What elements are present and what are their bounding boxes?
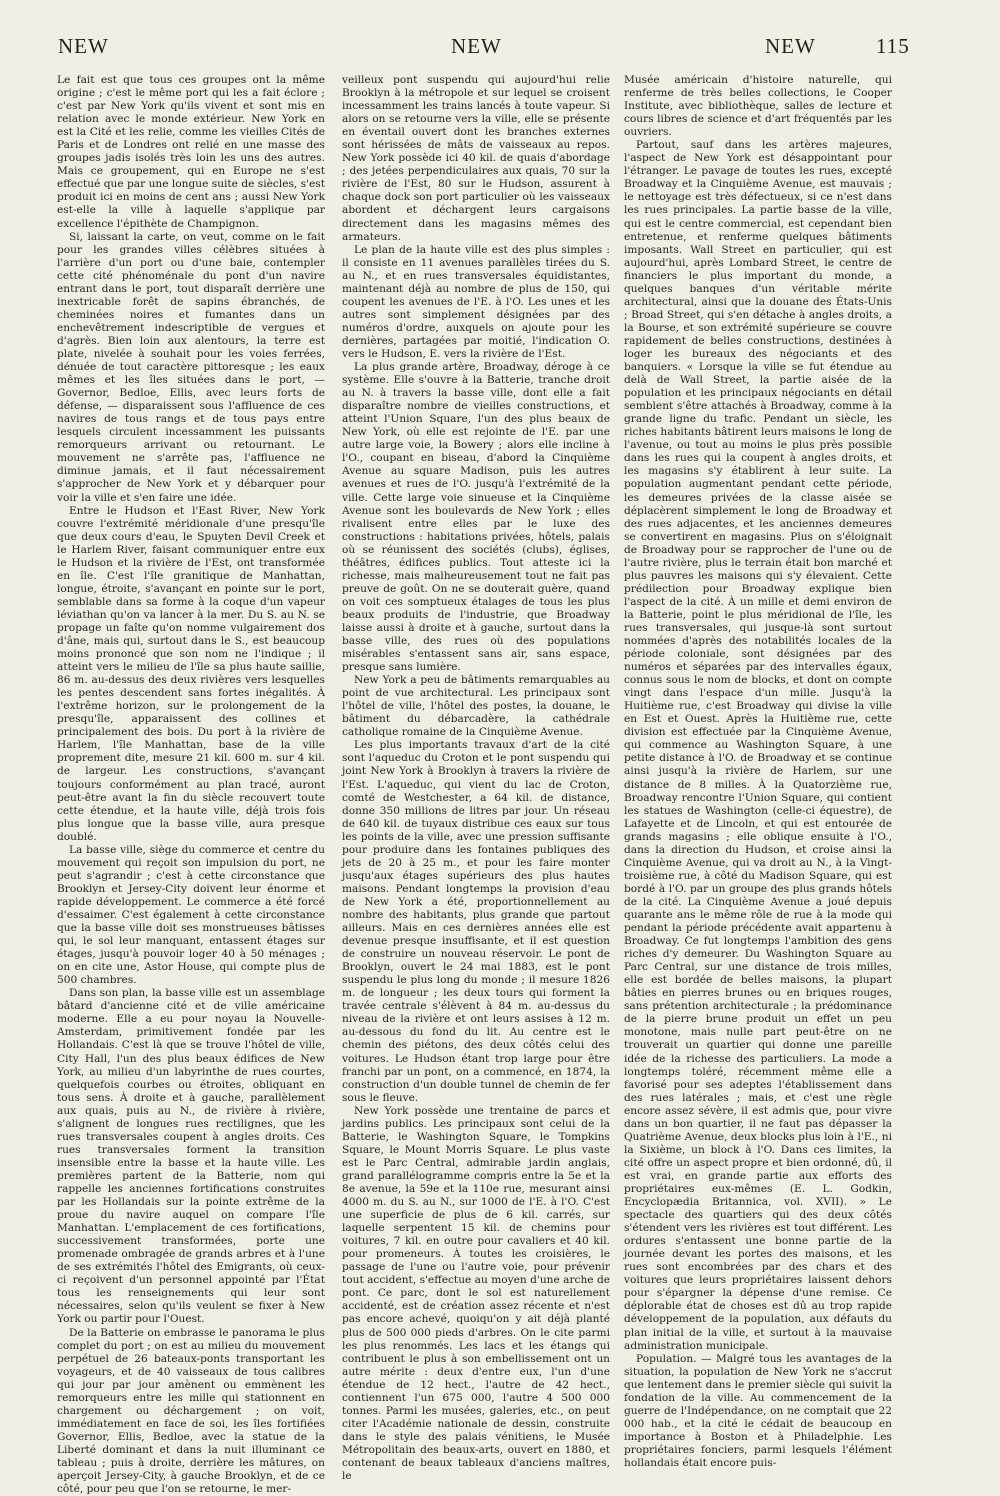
paragraph: Dans son plan, la basse ville est un assemblage bâtard d'ancienne cité et de ville américaine moderne. Elle a eu pour noyau la Nouvelle-Amsterdam, primitivement fondée par les Hollandais. C'est là que se trouve l'hôtel de ville, City Hall, l'un des plus beaux édifices de New York, au milieu d'un labyrinthe de rues courtes, quelquefois courbes ou étroites, obliquant en tous sens. À droite et à gauche, parallèlement aux quais, puis au N., de rivière à rivière, s'alignent de longues rues rectilignes, que les rues transversales coupent à angles droits. Ces rues transversales forment la transition insensible entre la basse et la haute ville. Les premières partent de la Batterie, nom qui rappelle les anciennes fortifications construites par les Hollandais sur la pointe extrême de la proue du navire auquel on compare l'île Manhattan. L'emplacement de ces fortifications, successivement transformées, porte une promenade ombragée de grands arbres et à l'une de ses extrémités l'hôtel des Emigrants, où ceux-ci reçoivent d'un personnel appointé par l'État tous les renseignements qui leur sont nécessaires, selon qu'ils veulent se fixer à New York ou partir pour l'Ouest. xyxy=(57,987,325,1326)
headword-left: NEW xyxy=(58,34,109,59)
paragraph: New York a peu de bâtiments remarquables au point de vue architectural. Les principaux sont l'hôtel de ville, l'hôtel des postes, la douane, le bâtiment du débarcadère, la cathédrale catholique romaine de la Cinquième Avenue. xyxy=(342,674,610,739)
page-number: 115 xyxy=(876,34,910,59)
paragraph: Partout, sauf dans les artères majeures, l'aspect de New York est désappointant pour l'étranger. Le pavage de toutes les rues, excepté Broadway et la Cinquième Avenue, est mauvais ; le nettoyage est très défectueux, si ce n'est dans les rues principales. La partie basse de la ville, qui est le centre commercial, est cependant bien entretenue, et renferme quelques bâtiments imposants. Wall Street en particulier, qui est aujourd'hui, après Lombard Street, le centre de financiers le plus important du monde, a quelques banques d'un véritable mérite architectural, ainsi que la douane des États-Unis ; Broad Street, qui s'en détache à angles droits, a la Bourse, et son extrémité supérieure se couvre rapidement de belles constructions, destinées à loger les bureaux des négociants et des banquiers. « Lorsque la ville se fut étendue au delà de Wall Street, la partie aisée de la population et les principaux négociants en détail semblent s'être attachés à Broadway, comme à la grande ligne du trafic. Pendant un siècle, les riches habitants bâtirent leurs maisons le long de l'avenue, ou tout au moins le plus près possible dans les rues qui la coupent à angles droits, et les magasins s'y établirent à leur suite. La population augmentant pendant cette période, les demeures privées de la classe aisée se déplacèrent simplement le long de Broadway et des rues adjacentes, et les anciennes demeures se convertirent en magasins. Plus on s'éloignait de Broadway pour se rapprocher de l'une ou de l'autre rivière, plus le terrain était bon marché et plus pauvres les maisons qui s'y élevaient. Cette prédilection pour Broadway explique bien l'aspect de la cité. À un mille et demi environ de la Batterie, point le plus méridional de l'île, les rues transversales, qui jusque-là sont surtout nommées d'après des notabilités locales de la période coloniale, sont désignées par des numéros et séparées par des intervalles égaux, connus sous le nom de blocks, et dont on compte vingt dans l'espace d'un mille. Jusqu'à la Huitième rue, c'est Broadway qui divise la ville en Est et Ouest. Après la Huitième rue, cette division est effectuée par la Cinquième Avenue, qui commence au Washington Square, à une petite distance à l'O. de Broadway et se continue ainsi jusqu'à la rivière de Harlem, sur une distance de 8 milles. À la Quatorzième rue, Broadway rencontre l'Union Square, qui contient les statues de Washington (celle-ci équestre), de Lafayette et de Lincoln, et qui est entourée de grands magasins ; elle oblique ensuite à l'O., dans la direction du Hudson, et croise ainsi la Cinquième Avenue, qui va droit au N., à la Vingt-troisième rue, à côté du Madison Square, qui est bordé à l'O. par un groupe des plus grands hôtels de la cité. La Cinquième Avenue a joué depuis quarante ans le même rôle de rue à la mode qui pendant la période précédente avait appartenu à Broadway. Ce fut longtemps l'ambition des gens riches d'y demeurer. Du Washington Square au Parc Central, sur une distance de trois milles, elle est bordée de belles maisons, la plupart bâties en pierres brunes ou en briques rouges, sans prétention architecturale ; la prédominance de la pierre brune produit un effet un peu monotone, mais nulle part peut-être on ne trouverait un quartier qui donne une pareille idée de la richesse des particuliers. La mode a longtemps toléré, récemment même elle a favorisé pour ses adeptes l'établissement dans des rues latérales ; mais, et c'est une règle encore assez sévère, il est admis que, pour vivre dans un bon quartier, il ne faut pas dépasser la Quatrième Avenue, deux blocks plus loin à l'E., ni la Sixième, un block à l'O. Dans ces limites, la cité offre un aspect propre et bien ordonné, dû, il est vrai, en grande partie aux efforts des propriétaires eux-mêmes (E. L. Godkin, Encyclopædia Britannica, vol. XVII). » Le spectacle des quartiers qui des deux côtés s'étendent vers les rivières est tout différent. Les ordures s'entassent une bonne partie de la journée devant les portes des maisons, et les rues sont encombrées par des chars et des voitures que leurs propriétaires laissent dehors pour s'épargner la dépense d'une remise. Ce déplorable état de choses est dû au trop rapide développement de la population, aux défauts du plan initial de la ville, et surtout à la mauvaise administration municipale. xyxy=(624,139,892,1352)
paragraph: Entre le Hudson et l'East River, New York couvre l'extrémité méridionale d'une presqu'île que deux cours d'eau, le Spuyten Devil Creek et le Harlem River, faisant communiquer entre eux le Hudson et la rivière de l'Est, ont transformée en île. C'est l'île granitique de Manhattan, longue, étroite, s'avançant en pointe sur le port, semblable dans sa forme à la coque d'un vapeur léviathan qu'on va lancer à la mer. Du S. au N. se propage un faîte qu'on nomme vulgairement dos d'âne, mais qui, surtout dans le S., est beaucoup moins prononcé que son nom ne l'indique ; il atteint vers le milieu de l'île sa plus haute saillie, 86 m. au-dessus des deux rivières vers lesquelles les pentes descendent sans fortes inégalités. À l'extrême horizon, sur le prolongement de la presqu'île, apparaissent des collines et principalement des bois. Du port à la rivière de Harlem, l'île Manhattan, base de la ville proprement dite, mesure 21 kil. 600 m. sur 4 kil. de largeur. Les constructions, s'avançant toujours conformément au plan tracé, auront peut-être avant la fin du siècle recouvert toute cette étendue, et la haute ville, déjà trois fois plus longue que la basse ville, aura presque doublé. xyxy=(57,505,325,844)
running-header xyxy=(58,34,913,64)
headword-center: NEW xyxy=(451,34,502,59)
paragraph: Musée américain d'histoire naturelle, qui renferme de très belles collections, le Cooper Institute, avec bibliothèque, salles de lecture et cours libres de science et d'art fréquentés par les ouvriers. xyxy=(624,74,892,139)
text-column-2 xyxy=(342,74,610,1370)
paragraph: New York possède une trentaine de parcs et jardins publics. Les principaux sont celui de la Batterie, le Washington Square, le Tompkins Square, le Mount Morris Square. Le plus vaste est le Parc Central, admirable jardin anglais, grand parallélogramme compris entre la 5e et la 8e avenue, la 59e et la 110e rue, mesurant ainsi 4000 m. du S. au N., sur 1000 de l'E. à l'O. C'est une superficie de plus de 6 kil. carrés, sur laquelle serpentent 15 kil. de chemins pour voitures, 7 kil. en outre pour cavaliers et 40 kil. pour promeneurs. À toutes les croisières, le passage de l'une ou l'autre voie, pour prévenir tout accident, s'effectue au moyen d'une arche de pont. Ce parc, dont le sol est naturellement accidenté, est de création assez récente et n'est pas encore achevé, quoiqu'on y ait déjà planté plus de 500 000 pieds d'arbres. On le cite parmi les plus renommés. Les lacs et les étangs qui contribuent le plus à son embellissement ont un autre mérite : deux d'entre eux, l'un d'une étendue de 12 hect., l'autre de 42 hect., contiennent l'un 675 000, l'autre 4 500 000 tonnes. Parmi les musées, galeries, etc., on peut citer l'Académie nationale de dessin, construite dans le style des palais vénitiens, le Musée Métropolitain des beaux-arts, ouvert en 1880, et contenant de beaux tableaux d'anciens maîtres, le xyxy=(342,1105,610,1483)
paragraph: La basse ville, siège du commerce et centre du mouvement qui reçoit son impulsion du port, ne peut s'agrandir ; c'est à cette circonstance que Brooklyn et Jersey-City doivent leur énorme et rapide développement. Le commerce a été forcé d'essaimer. C'est également à cette circonstance que la basse ville doit ses monstrueuses bâtisses qui, le sol leur manquant, entassent étages sur étages, jusqu'à pouvoir loger 40 à 50 ménages ; on en cite une, Astor House, qui compte plus de 500 chambres. xyxy=(57,844,325,988)
paragraph: Si, laissant la carte, on veut, comme on le fait pour les grandes villes célèbres situées à l'arrière d'un port ou d'une baie, contempler cette cité phénoménale du pont d'un navire entrant dans le port, tout disparaît derrière une inextricable forêt de sapins ébranchés, de cheminées noires et fumantes dans un enchevêtrement indescriptible de vergues et d'agrès. Bien loin aux alentours, la terre est plate, nivelée à souhait pour les voies ferrées, dénuée de tout caractère pittoresque ; les eaux mêmes et les îles situées dans le port, — Governor, Bedloe, Ellis, avec leurs forts de défense, — disparaissent sous l'affluence de ces navires de tous rangs et de tous pays entre lesquels circulent incessamment les puissants remorqueurs arrivant ou retournant. Le mouvement ne s'arrête pas, l'affluence ne diminue jamais, et il faut nécessairement s'approcher de New York et y débarquer pour voir la ville et s'en faire une idée. xyxy=(57,231,325,505)
text-column-3 xyxy=(624,74,892,1370)
paragraph: Les plus importants travaux d'art de la cité sont l'aqueduc du Croton et le pont suspendu qui joint New York à Brooklyn à travers la rivière de l'Est. L'aqueduc, qui vient du lac de Croton, comté de Westchester, a 64 kil. de distance, donne 350 millions de litres par jour. Un réseau de 640 kil. de tuyaux distribue ces eaux sur tous les points de la ville, avec une pression suffisante pour produire dans les fontaines publiques des jets de 20 à 25 m., et pour les faire monter jusqu'aux étages supérieurs des plus hautes maisons. Pendant longtemps la provision d'eau de New York a été, proportionnellement au nombre des habitants, plus grande que partout ailleurs. Mais en ces dernières années elle est devenue presque insuffisante, et il est question de construire un nouveau réservoir. Le pont de Brooklyn, ouvert le 24 mai 1883, est le pont suspendu le plus long du monde ; il mesure 1826 m. de longueur ; les deux tours qui forment la travée centrale s'élèvent à 84 m. au-dessus du niveau de la rivière et ont leurs assises à 12 m. au-dessous du fond du lit. Au centre est le chemin des piétons, des deux côtés celui des voitures. Le Hudson étant trop large pour être franchi par un pont, on a commencé, en 1874, la construction d'un double tunnel de chemin de fer sous le fleuve. xyxy=(342,739,610,1104)
paragraph: Le plan de la haute ville est des plus simples : il consiste en 11 avenues parallèles tirées du S. au N., et en rues transversales équidistantes, maintenant déjà au nombre de plus de 150, qui coupent les avenues de l'E. à l'O. Les unes et les autres sont simplement désignées par des numéros d'ordre, auxquels on ajoute pour les dernières, partagées par moitié, l'indication O. vers le Hudson, E. vers la rivière de l'Est. xyxy=(342,244,610,361)
paragraph: Population. — Malgré tous les avantages de la situation, la population de New York ne s'accrut que lentement dans le premier siècle qui suivit la fondation de la ville. Au commencement de la guerre de l'Indépendance, on ne comptait que 22 000 hab., et la cité le cédait de beaucoup en importance à Boston et à Philadelphie. Les propriétaires fonciers, parmi lesquels l'élément hollandais était encore puis- xyxy=(624,1353,892,1470)
paragraph: veilleux pont suspendu qui aujourd'hui relie Brooklyn à la métropole et sur lequel se croisent incessamment les trains lancés à toute vapeur. Si alors on se retourne vers la ville, elle se présente en éventail ouvert dont les branches externes sont hérissées de mâts de vaisseaux au repos. New York possède ici 40 kil. de quais d'abordage ; des jetées perpendiculaires aux quais, 70 sur la rivière de l'Est, 80 sur le Hudson, assurent à chaque dock son port particulier où les vaisseaux abordent et déchargent leurs cargaisons directement dans les magasins mêmes des armateurs. xyxy=(342,74,610,244)
paragraph: Le fait est que tous ces groupes ont la même origine ; c'est le même port qui les a fait éclore ; c'est par New York qu'ils vivent et sont mis en relation avec le monde extérieur. New York en est la Cité et les relie, comme les vieilles Cités de Paris et de Londres ont relié en une masse des groupes jadis isolés très loin les uns des autres. Mais ce groupement, qui en Europe ne s'est effectué que par une longue suite de siècles, s'est produit ici en moins de cent ans ; aussi New York est-elle la ville à laquelle s'applique par excellence l'épithète de Champignon. xyxy=(57,74,325,231)
headword-right: NEW xyxy=(765,34,816,59)
text-column-1 xyxy=(57,74,325,1370)
paragraph: De la Batterie on embrasse le panorama le plus complet du port ; on est au milieu du mouvement perpétuel de 26 bateaux-ponts transportant les voyageurs, et de 40 vaisseaux de tous calibres qui jour par jour amènent ou emmènent les remorqueurs entre les mille qui stationnent en chargement ou déchargement ; on voit, immédiatement en face de soi, les îles fortifiées Governor, Ellis, Bedloe, avec la statue de la Liberté dominant et dans la nuit illuminant ce tableau ; puis à droite, derrière les mâtures, on aperçoit Jersey-City, à gauche Brooklyn, et de ce côté, pour peu que l'on se retourne, le mer- xyxy=(57,1327,325,1496)
paragraph: La plus grande artère, Broadway, déroge à ce système. Elle s'ouvre à la Batterie, tranche droit au N. à travers la basse ville, dont elle a fait disparaître nombre de vieilles constructions, et atteint l'Union Square, l'un des plus beaux de New York, où elle est rejointe de l'E. par une autre large voie, la Bowery ; alors elle incline à l'O., coupant en biseau, d'abord la Cinquième Avenue au square Madison, puis les autres avenues et rues de l'O. jusqu'à l'extrémité de la ville. Cette large voie sinueuse et la Cinquième Avenue sont les boulevards de New York ; elles rivalisent entre elles par le luxe des constructions : habitations privées, hôtels, palais où se réunissent des sociétés (clubs), églises, théâtres, édifices publics. Tout atteste ici la richesse, mais malheureusement tout ne fait pas preuve de goût. On ne se douterait guère, quand on voit ces somptueux étalages de tous les plus beaux produits de l'industrie, que Broadway laisse aussi à droite et à gauche, surtout dans la basse ville, des rues où des populations misérables s'entassent sans air, sans espace, presque sans lumière. xyxy=(342,361,610,674)
